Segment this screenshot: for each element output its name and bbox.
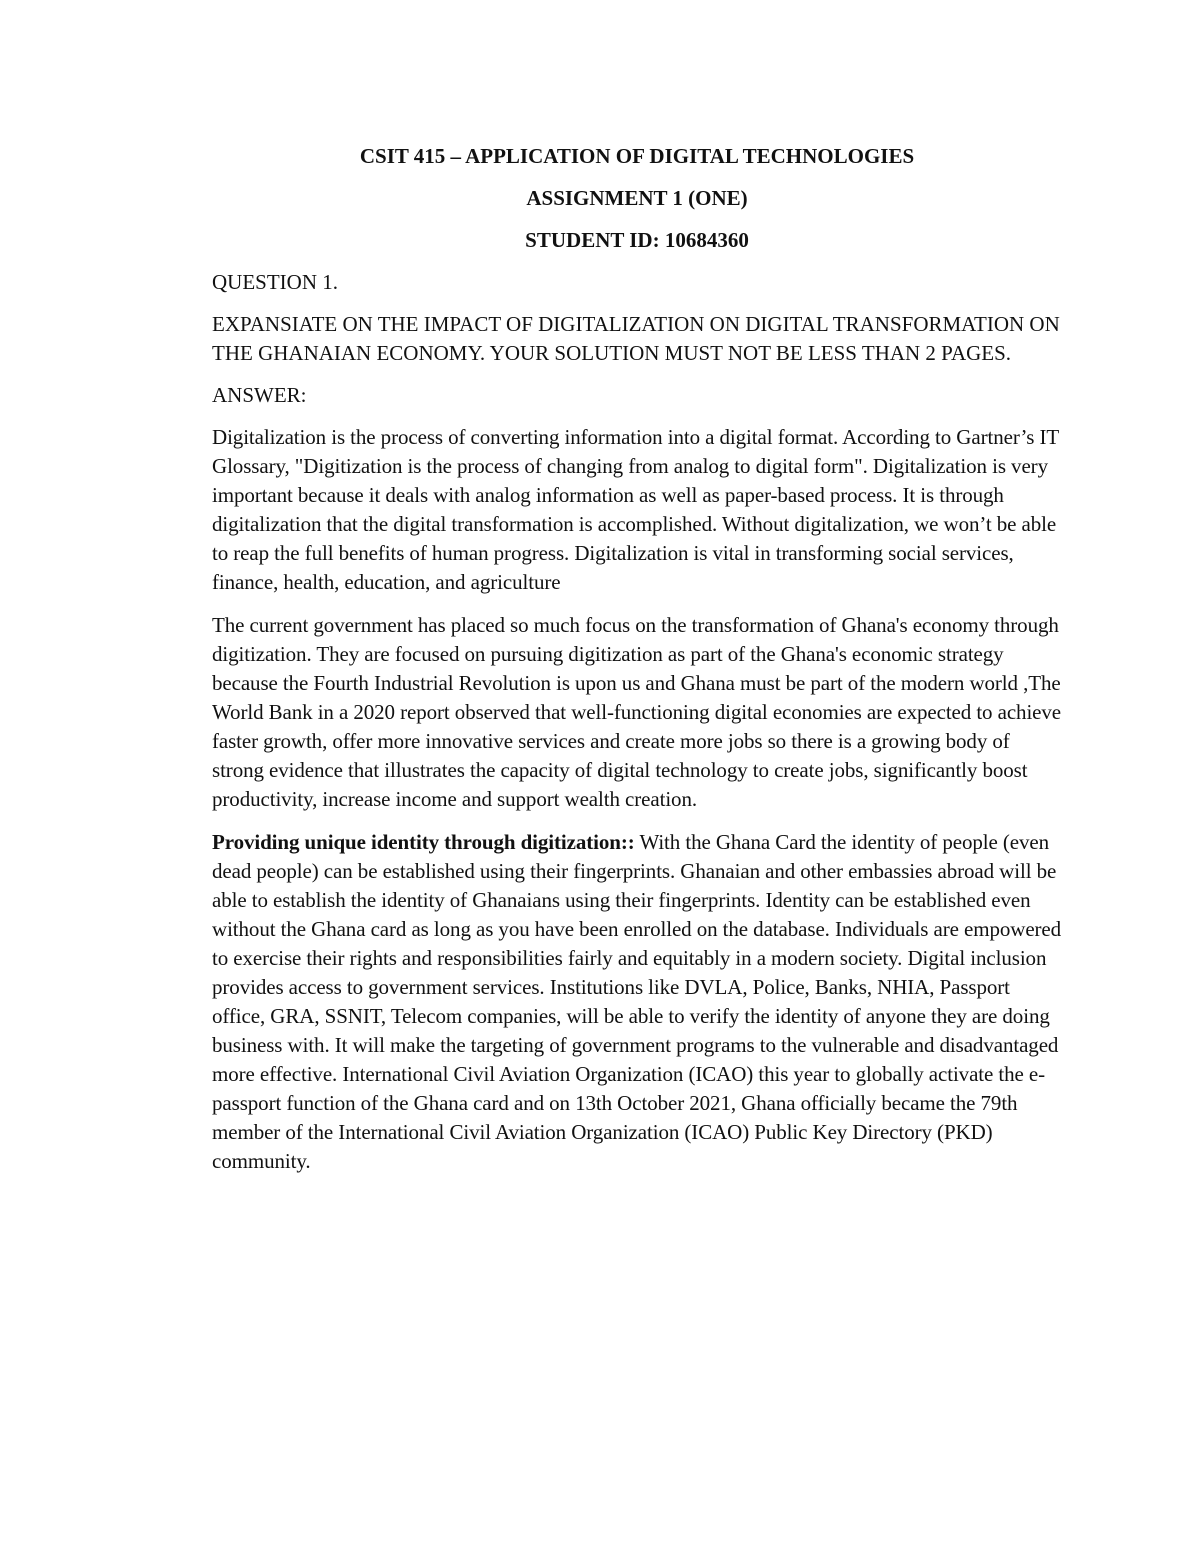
course-title: CSIT 415 – APPLICATION OF DIGITAL TECHNOLOGIES: [359, 144, 915, 168]
question-label: QUESTION 1.: [212, 270, 338, 294]
document-page: [212, 140, 1062, 1190]
answer-paragraph-3: [212, 828, 1062, 1176]
answer-label: ANSWER:: [212, 383, 307, 407]
answer-paragraph-1: Digitalization is the process of converting information into a digital format. According to Gartner’s IT Glossary, "Digitization is the process of changing from analog to digital form". Digitalization is very important because it deals with analog information as well as paper-based process. It is through digitalization that the digital transformation is accomplished. Without digitalization, we won’t be able to reap the full benefits of human progress. Digitalization is vital in transforming social services, finance, health, education, and agriculture: [212, 425, 1059, 594]
paragraph-3-body: With the Ghana Card the identity of people (even dead people) can be established using their fingerprints. Ghanaian and other embassies abroad will be able to establish the identity of Ghanaians using their fingerprints. Identity can be established even without the Ghana card as long as you have been enrolled on the database. Individuals are empowered to exercise their rights and responsibilities fairly and equitably in a modern society. Digital inclusion provides access to government services. Institutions like DVLA, Police, Banks, NHIA, Passport office, GRA, SSNIT, Telecom companies, will be able to verify the identity of anyone they are doing business with. It will make the targeting of government programs to the vulnerable and disadvantaged more effective. International Civil Aviation Organization (ICAO) this year to globally activate the e-passport function of the Ghana card and on 13th October 2021, Ghana officially became the 79th member of the International Civil Aviation Organization (ICAO) Public Key Directory (PKD) community.: [212, 830, 1062, 1173]
assignment-title: ASSIGNMENT 1 (ONE): [526, 186, 748, 210]
question-text: EXPANSIATE ON THE IMPACT OF DIGITALIZATION ON DIGITAL TRANSFORMATION ON THE GHANAIAN ECONOMY. YOUR SOLUTION MUST NOT BE LESS THAN 2 PAGES.: [212, 312, 1060, 365]
student-id: STUDENT ID: 10684360: [525, 228, 749, 252]
answer-paragraph-2: The current government has placed so much focus on the transformation of Ghana's economy through digitization. They are focused on pursuing digitization as part of the Ghana's economic strategy because the Fourth Industrial Revolution is upon us and Ghana must be part of the modern world ,The World Bank in a 2020 report observed that well-functioning digital economies are expected to achieve faster growth, offer more innovative services and create more jobs so there is a growing body of strong evidence that illustrates the capacity of digital technology to create jobs, significantly boost productivity, increase income and support wealth creation.: [212, 613, 1062, 811]
paragraph-3-heading: Providing unique identity through digitization::: [212, 830, 635, 854]
